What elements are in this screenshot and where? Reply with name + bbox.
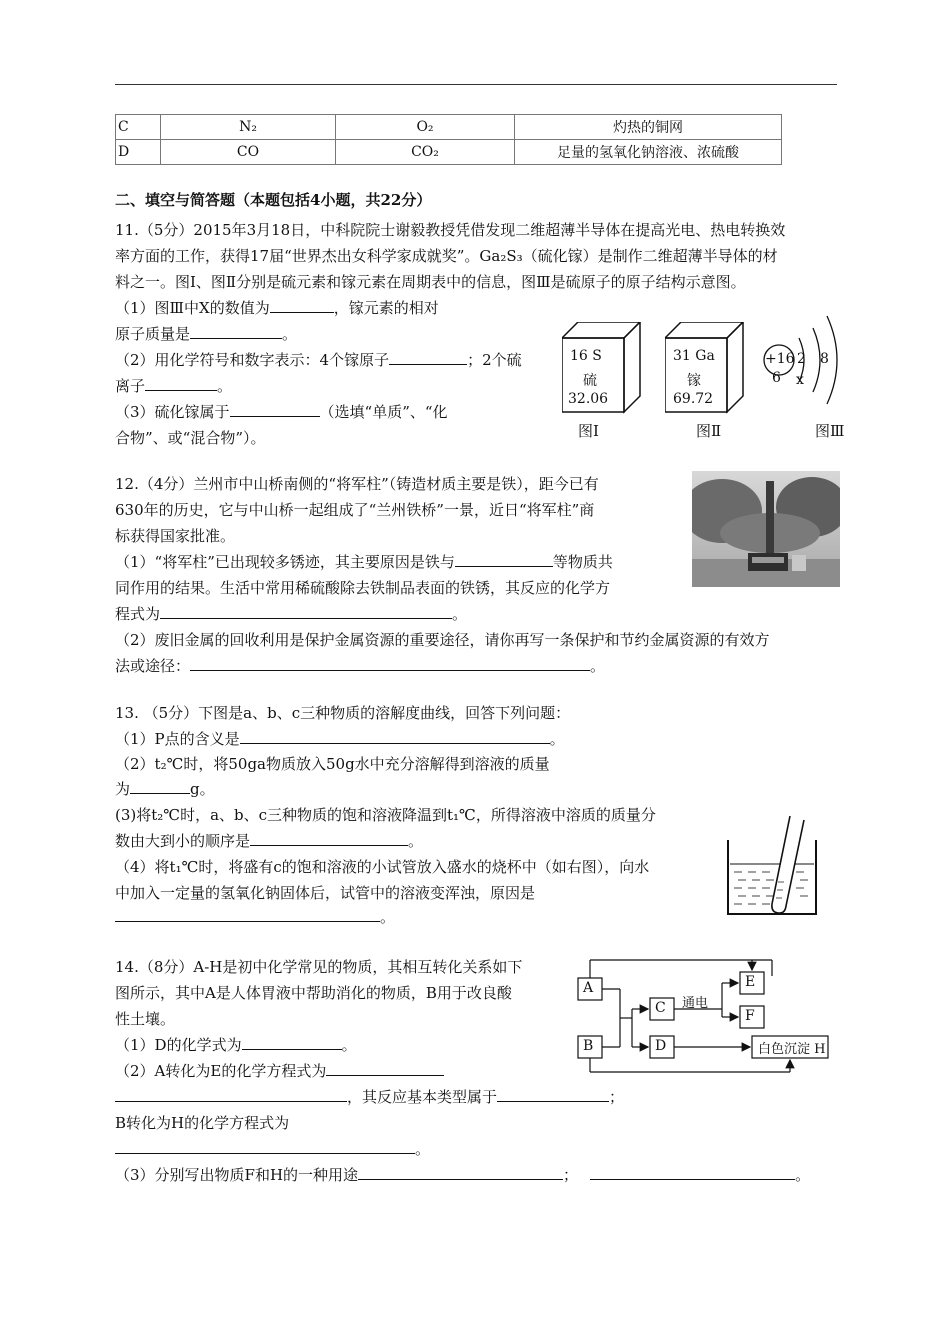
table-cell: CO₂: [336, 140, 515, 165]
answer-blank[interactable]: [389, 350, 467, 365]
nucleus-charge: +16: [765, 351, 795, 367]
beaker-test-tube-diagram: [724, 812, 824, 918]
answer-blank[interactable]: [115, 907, 380, 922]
table-row: [116, 140, 782, 165]
text: 为: [115, 780, 131, 798]
text: 。: [341, 1036, 357, 1054]
q14-part2-b-answer: [115, 1139, 430, 1159]
text: （1）P点的含义是: [115, 730, 240, 748]
node-A: A: [583, 980, 594, 996]
q11-part3-cont: 合物”、或“混合物”）。: [115, 429, 266, 447]
q13-line1: 13. （5分）下图是a、b、c三种物质的溶解度曲线，回答下列问题：: [115, 704, 571, 722]
section-title: 二、填空与简答题（本题包括4小题，共22分）: [115, 191, 432, 209]
q13-part4: （4）将t₁℃时，将盛有c的饱和溶液的小试管放入盛水的烧杯中（如右图），向水: [115, 858, 650, 876]
electrolysis-label: 通电: [682, 996, 709, 1011]
figure3-caption: 图Ⅲ: [815, 422, 845, 440]
text: g。: [190, 780, 215, 798]
text: （选填“单质”、“化: [319, 403, 448, 421]
text: 。: [795, 1166, 811, 1184]
text: 。: [408, 832, 424, 850]
text: ；2个硫: [467, 351, 522, 369]
text: （2）A转化为E的化学方程式为: [115, 1062, 327, 1080]
q13-part3: (3)将t₂℃时，a、b、c三种物质的饱和溶液降温到t₁℃，所得溶液中溶质的质量分: [115, 806, 656, 824]
text: （2）用化学符号和数字表示：4个镓原子: [115, 351, 390, 369]
q12-line2: 630年的历史，它与中山桥一起组成了“兰州铁桥”一景，近日“将军柱”商: [115, 501, 595, 519]
q11-line1: 11.（5分）2015年3月18日，中科院院士谢毅教授凭借发现二维超薄半导体在提高光电、热电转换效: [115, 221, 786, 239]
text: 程式为: [115, 605, 161, 623]
shell-x: x: [796, 372, 804, 388]
text: Ga: [695, 348, 715, 364]
q11-part1: [115, 298, 439, 318]
q12-part1-eq: [115, 604, 467, 624]
answer-blank[interactable]: [190, 656, 590, 671]
gallium-name: 镓: [687, 373, 701, 389]
general-pillar-photo: [692, 471, 840, 587]
answer-blank[interactable]: [230, 402, 320, 417]
gallium-mass: 69.72: [673, 391, 714, 407]
text: 数由大到小的顺序是: [115, 832, 251, 850]
table-cell: 灼热的铜网: [515, 115, 782, 140]
sulfur-mass: 32.06: [568, 391, 609, 407]
text: 。: [282, 325, 298, 343]
q12-part1-cont: 同作用的结果。生活中常用稀硫酸除去铁制品表面的铁锈，其反应的化学方: [115, 579, 611, 597]
text: 离子: [115, 377, 146, 395]
text: ；: [609, 1088, 625, 1106]
q11-line3: 料之一。图Ⅰ、图Ⅱ分别是硫元素和镓元素在周期表中的信息，图Ⅲ是硫原子的原子结构示意图。: [115, 273, 746, 291]
node-B: B: [583, 1038, 594, 1054]
node-H: 白色沉淀 H: [758, 1042, 826, 1057]
figure2-caption: 图Ⅱ: [696, 422, 722, 440]
sulfur-number: [570, 348, 602, 364]
text: 。: [217, 377, 233, 395]
text: 。: [590, 657, 606, 675]
q13-part2-cont: [115, 779, 215, 799]
answer-blank[interactable]: [240, 729, 550, 744]
q13-part4-cont: 中加入一定量的氢氧化钠固体后，试管中的溶液变浑浊，原因是: [115, 884, 536, 902]
answer-blank[interactable]: [190, 324, 282, 339]
table-cell: C: [116, 115, 161, 140]
q12-part1: [115, 552, 613, 572]
table-cell: D: [116, 140, 161, 165]
shell1-electrons: 2: [797, 351, 806, 367]
q14-line1: 14.（8分）A-H是初中化学常见的物质，其相互转化关系如下: [115, 958, 523, 976]
text: （3）硫化镓属于: [115, 403, 230, 421]
q11-part2-cont: [115, 376, 232, 396]
text: （1）“将军柱”已出现较多锈迹，其主要原因是铁与: [115, 553, 455, 571]
text: ；: [563, 1166, 579, 1184]
q13-part3-cont: [115, 831, 423, 851]
answer-blank[interactable]: [242, 1035, 342, 1050]
text: 法或途径：: [115, 657, 191, 675]
text: 原子质量是: [115, 325, 191, 343]
text: ，其反应基本类型属于: [347, 1088, 498, 1106]
q13-part2: （2）t₂℃时，将50ga物质放入50g水中充分溶解得到溶液的质量: [115, 755, 550, 773]
q14-line3: 性土壤。: [115, 1010, 176, 1028]
q12-part2: （2）废旧金属的回收利用是保护金属资源的重要途径，请你再写一条保护和节约金属资源的有效方: [115, 631, 770, 649]
q14-part1: [115, 1035, 357, 1055]
q12-part2-cont: [115, 656, 605, 676]
answer-blank[interactable]: [455, 552, 553, 567]
text: 31: [673, 348, 691, 364]
text: （3）分别写出物质F和H的一种用途: [115, 1166, 359, 1184]
node-D: D: [655, 1038, 667, 1054]
options-table: [115, 114, 782, 165]
q11-part3: [115, 402, 448, 422]
text: 16: [570, 348, 588, 364]
table-cell: 足量的氢氧化钠溶液、浓硫酸: [515, 140, 782, 165]
table-cell: O₂: [336, 115, 515, 140]
node-C: C: [655, 1000, 666, 1016]
answer-blank[interactable]: [590, 1165, 795, 1180]
q11-line2: 率方面的工作，获得17届“世界杰出女科学家成就奖”。Ga₂S₃（硫化镓）是制作二维超薄半导体的材: [115, 247, 778, 265]
q13-part1: [115, 729, 565, 749]
q14-part2-b: B转化为H的化学方程式为: [115, 1114, 290, 1132]
text: 。: [452, 605, 468, 623]
answer-blank[interactable]: [130, 779, 190, 794]
text: 。: [415, 1140, 431, 1158]
q11-part2: [115, 350, 522, 370]
answer-blank[interactable]: [145, 376, 217, 391]
text: ，镓元素的相对: [333, 299, 439, 317]
text: 。: [549, 730, 565, 748]
table-row: [116, 115, 782, 140]
q14-part2: [115, 1061, 444, 1081]
sulfur-name: 硫: [583, 373, 597, 389]
answer-blank[interactable]: [115, 1087, 347, 1102]
figure1-caption: 图Ⅰ: [578, 422, 599, 440]
answer-blank[interactable]: [115, 1139, 415, 1154]
node-E: E: [745, 974, 756, 990]
header-rule: [115, 84, 837, 85]
q13-part4-answer: [115, 907, 395, 927]
table-cell: N₂: [161, 115, 336, 140]
conversion-diagram: [572, 956, 842, 1078]
gallium-number: [673, 348, 715, 364]
q12-line3: 标获得国家批准。: [115, 527, 236, 545]
node-F: F: [745, 1008, 755, 1024]
table-cell: CO: [161, 140, 336, 165]
q14-line2: 图所示，其中A是人体胃液中帮助消化的物质，B用于改良酸: [115, 984, 512, 1002]
text: 等物质共: [552, 553, 613, 571]
answer-blank[interactable]: [326, 1061, 444, 1076]
q14-part3: [115, 1165, 810, 1185]
answer-blank[interactable]: [270, 298, 334, 313]
text: S: [592, 348, 602, 364]
answer-blank[interactable]: [160, 604, 452, 619]
q12-line1: 12.（4分）兰州市中山桥南侧的“将军柱”（铸造材质主要是铁），距今已有: [115, 475, 599, 493]
q14-part2-cont: [115, 1087, 624, 1107]
text: （1）D的化学式为: [115, 1036, 242, 1054]
answer-blank[interactable]: [250, 831, 408, 846]
shell2-electrons: 8: [820, 351, 829, 367]
answer-blank[interactable]: [497, 1087, 609, 1102]
answer-blank[interactable]: [358, 1165, 563, 1180]
q11-part1-cont: [115, 324, 297, 344]
text: 。: [380, 908, 396, 926]
shell-label-6: 6: [772, 370, 781, 386]
text: （1）图Ⅲ中X的数值为: [115, 299, 270, 317]
